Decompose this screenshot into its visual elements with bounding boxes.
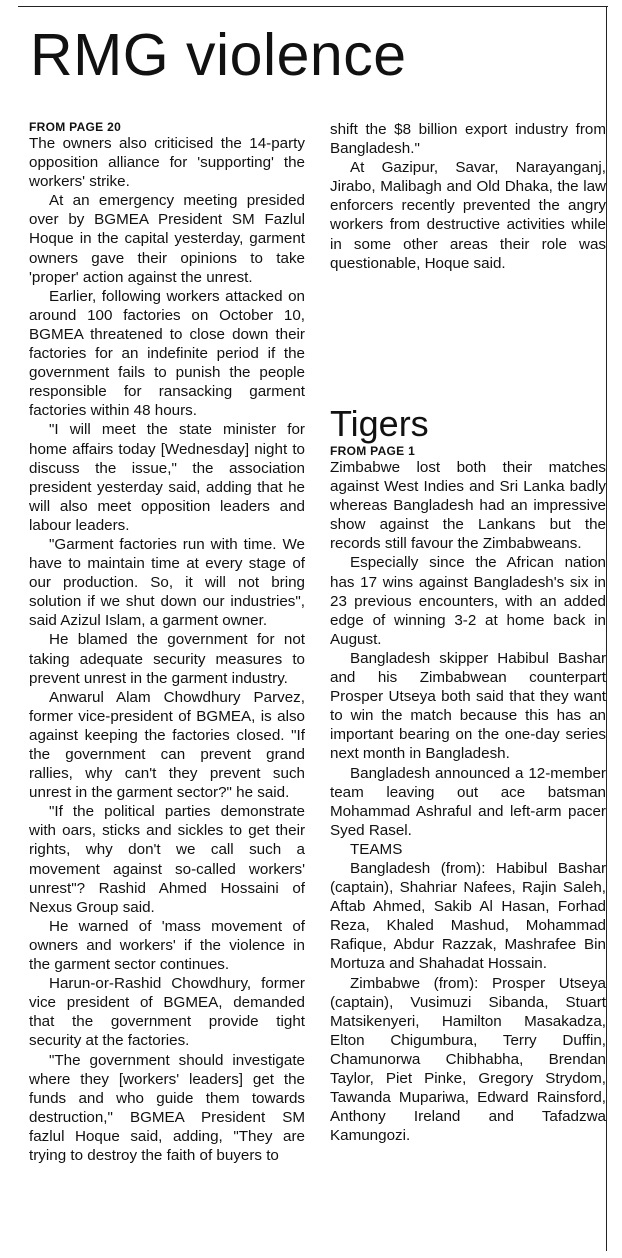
paragraph: Anwarul Alam Chowdhury Parvez, former vice-president of BGMEA, is also against keeping the factories closed. "If the government can prevent grand rallies, why can't they prevent such unrest in the garment sector?" he said. — [29, 688, 305, 802]
kicker: FROM PAGE 20 — [29, 120, 122, 134]
paragraph: "Garment factories run with time. We have to maintain time at every stage of our production. So, it will not bring solution if we shut down our industries", said Azizul Islam, a garment owner. — [29, 535, 305, 630]
paragraph: Bangladesh (from): Habibul Bashar (captain), Shahriar Nafees, Rajin Saleh, Aftab Ahmed, Sakib Al Hasan, Forhad Reza, Khaled Mashud, Mohammad Rafique, Abdur Razzak, Mashrafee Bin Mortuza and Shahadat Hossain. — [330, 859, 606, 973]
paragraph: Especially since the African nation has 17 wins against Bangladesh's six in 23 previous encounters, with an added edge of winning 3-2 at home back in August. — [330, 554, 606, 648]
tigers-headline: Tigers — [330, 403, 429, 444]
paragraph: He warned of 'mass movement of owners and workers' if the violence in the garment sector continues. — [29, 917, 305, 974]
paragraph: Zimbabwe lost both their matches against West Indies and Sri Lanka badly whereas Bangladesh had an impressive show against the Lankans but the records still favour the Zimbabweans. — [330, 459, 606, 553]
paragraph: At an emergency meeting presided over by BGMEA President SM Fazlul Hoque in the capital yesterday, garment owners gave their opinions to take 'proper' action against the unrest. — [29, 192, 305, 286]
paragraph: Bangladesh skipper Habibul Bashar and his Zimbabwean counterpart Prosper Utseya both said that they want to win the match because this has an important bearing on the one-day series next month in Bangladesh. — [330, 649, 606, 763]
paragraph: Bangladesh announced a 12-member team leaving out ace batsman Mohammad Ashraful and left-arm pacer Syed Rasel. — [330, 764, 606, 839]
paragraph: shift the $8 billion export industry from Bangladesh." — [330, 121, 606, 158]
rmg-article-column — [29, 120, 305, 1165]
headline: RMG violence — [30, 22, 407, 88]
top-rule — [18, 6, 608, 7]
paragraph: "I will meet the state minister for home affairs today [Wednesday] night to discuss the issue," the association president yesterday said, adding that he will also meet opposition leaders and labour leaders. — [29, 421, 305, 534]
paragraph: At Gazipur, Savar, Narayanganj, Jirabo, Malibagh and Old Dhaka, the law enforcers recently prevented the angry workers from destructive activities while in some other areas their role was questionable, Hoque said. — [330, 159, 606, 272]
paragraph: Zimbabwe (from): Prosper Utseya (captain), Vusimuzi Sibanda, Stuart Matsikenyeri, Hamilton Masakadza, Elton Chigumbura, Terry Duffin, Chamunorwa Chibhabha, Brendan Taylor, Piet Pinke, Gregory Strydom, Tawanda Mupariwa, Edward Rainsford, Anthony Ireland and Tafadzwa Kamungozi. — [330, 974, 606, 1145]
teams-label: TEAMS — [350, 840, 403, 858]
paragraph: "The government should investigate where they [workers' leaders] get the funds and who guide them towards destruction," BGMEA President SM fazlul Hoque said, adding, "They are trying to destroy the faith of buyers to — [29, 1051, 305, 1164]
tigers-article — [330, 404, 606, 1145]
paragraph: Earlier, following workers attacked on around 100 factories on October 10, BGMEA threatened to close down their factories for an indefinite period if the government fails to punish the people responsible for ransacking garment factories within 48 hours. — [29, 287, 305, 420]
paragraph: The owners also criticised the 14-party opposition alliance for 'supporting' the workers' strike. — [29, 135, 305, 191]
paragraph: "If the political parties demonstrate with oars, sticks and sickles to get their rights, why don't we call such a movement against so-called workers' unrest"? Rashid Ahmed Hossaini of Nexus Group said. — [29, 803, 305, 916]
column-rule — [606, 6, 607, 1251]
rmg-article-continuation — [330, 120, 606, 273]
paragraph: He blamed the government for not taking adequate security measures to prevent unrest in the garment industry. — [29, 631, 305, 687]
kicker: FROM PAGE 1 — [330, 444, 416, 458]
paragraph: Harun-or-Rashid Chowdhury, former vice president of BGMEA, demanded that the government provide tight security at the factories. — [29, 975, 305, 1050]
